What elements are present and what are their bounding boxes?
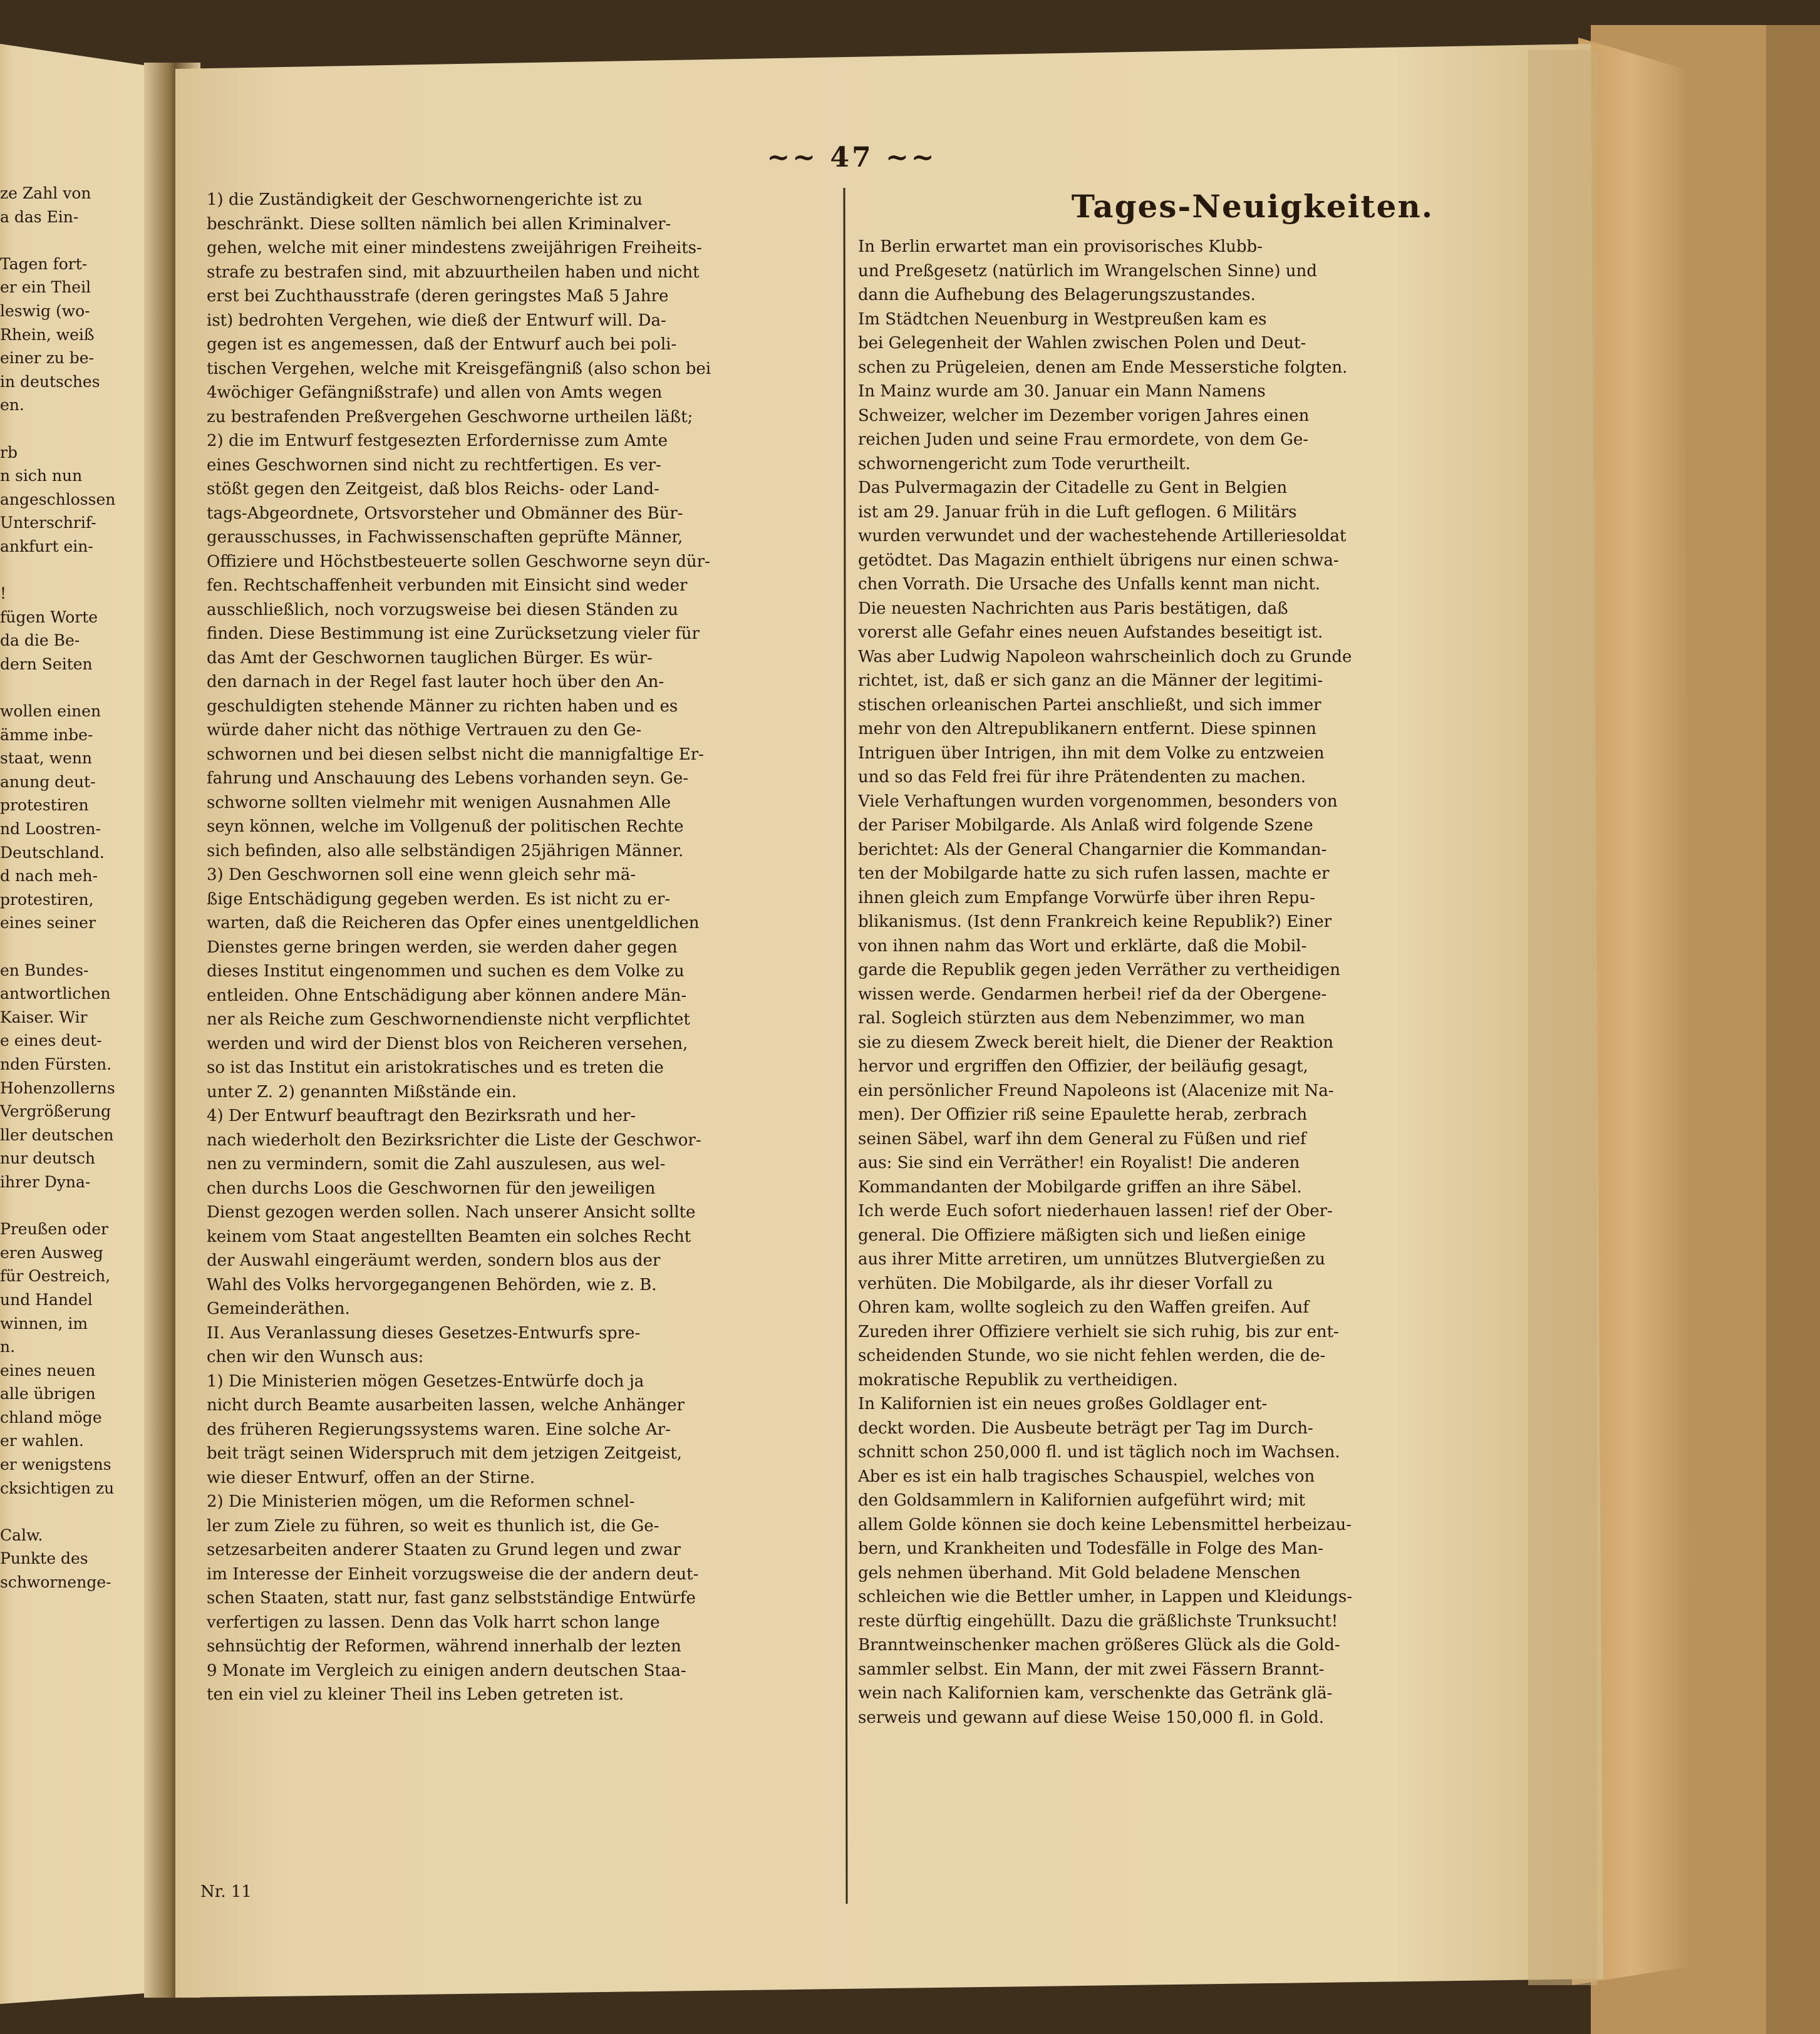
left-page-column: [0, 182, 160, 1885]
main-column-line: schworne sollten vielmehr mit wenigen Ausnahmen Alle: [207, 793, 671, 812]
left-column-line: ämme inbe-: [0, 725, 93, 744]
news-column-line: Ohren kam, wollte sogleich zu den Waffen greifen. Auf: [858, 1298, 1309, 1317]
news-column-line: und so das Feld frei für ihre Prätendenten zu machen.: [858, 768, 1306, 787]
news-column-line: garde die Republik gegen jeden Verräther zu vertheidigen: [858, 961, 1340, 979]
news-column-line: Branntweinschenker machen größeres Glück als die Gold-: [858, 1636, 1340, 1655]
main-column-line: beit trägt seinen Widerspruch mit dem jetzigen Zeitgeist,: [207, 1444, 682, 1463]
news-column-line: Aber es ist ein halb tragisches Schauspiel, welches von: [858, 1467, 1315, 1486]
main-column-line: gehen, welche mit einer mindestens zweijährigen Freiheits-: [207, 239, 702, 257]
main-column-line: finden. Diese Bestimmung ist eine Zurücksetzung vieler für: [207, 624, 700, 643]
news-column-line: chen Vorrath. Die Ursache des Unfalls kennt man nicht.: [858, 575, 1321, 594]
news-column-line: Was aber Ludwig Napoleon wahrscheinlich doch zu Grunde: [858, 647, 1352, 666]
news-column-line: Intriguen über Intrigen, ihn mit dem Volke zu entzweien: [858, 743, 1325, 763]
left-column-line: n.: [0, 1338, 16, 1356]
news-column-line: Ich werde Euch sofort niederhauen lassen! rief der Ober-: [858, 1202, 1333, 1221]
left-column-line: leswig (wo-: [0, 301, 90, 320]
main-column-line: 2) die im Entwurf festgesezten Erfordernisse zum Amte: [207, 431, 668, 450]
left-column-line: ankfurt ein-: [0, 537, 93, 555]
main-column-line: nach wiederholt den Bezirksrichter die Liste der Geschwor-: [207, 1130, 701, 1150]
news-column-line: men). Der Offizier riß seine Epaulette herab, zerbrach: [858, 1105, 1308, 1124]
news-column-line: hervor und ergriffen den Offizier, der beiläufig gesagt,: [858, 1057, 1308, 1076]
news-column-line: stischen orleanischen Partei anschließt, und sich immer: [858, 695, 1321, 715]
main-column-line: 1) Die Ministerien mögen Gesetzes-Entwürfe doch ja: [207, 1371, 644, 1391]
main-column-line: Dienst gezogen werden sollen. Nach unserer Ansicht sollte: [207, 1203, 696, 1222]
left-column-line: er wenigstens: [0, 1455, 111, 1474]
news-column-line: bei Gelegenheit der Wahlen zwischen Polen und Deut-: [858, 334, 1306, 353]
main-column-line: ßige Entschädigung gegeben werden. Es ist nicht zu er-: [207, 889, 671, 909]
main-column-line: tischen Vergehen, welche mit Kreisgefängniß (also schon bei: [207, 359, 711, 378]
news-column-line: In Mainz wurde am 30. Januar ein Mann Namens: [858, 382, 1266, 401]
news-column-line: dann die Aufhebung des Belagerungszustandes.: [858, 286, 1256, 304]
news-column-line: sammler selbst. Ein Mann, der mit zwei Fässern Brannt-: [858, 1660, 1325, 1679]
main-column-line: 2) Die Ministerien mögen, um die Reformen schnel-: [207, 1492, 635, 1511]
left-column-line: ihrer Dyna-: [0, 1172, 91, 1191]
left-column-line: [0, 1500, 160, 1524]
news-column-line: berichtet: Als der General Changarnier die Kommandan-: [858, 840, 1327, 859]
news-column-line: schen zu Prügeleien, denen am Ende Messerstiche folgten.: [858, 358, 1348, 377]
main-column-line: ner als Reiche zum Geschwornendienste nicht verpflichtet: [207, 1010, 690, 1029]
news-column-line: blikanismus. (Ist denn Frankreich keine Republik?) Einer: [858, 912, 1332, 931]
left-column-line: Punkte des: [0, 1549, 88, 1568]
footer-mark: Nr. 11: [200, 1882, 252, 1901]
main-column-line: nicht durch Beamte ausarbeiten lassen, welche Anhänger: [207, 1396, 685, 1415]
left-column-line: Calw.: [0, 1526, 43, 1544]
left-column-line: fügen Worte: [0, 607, 98, 626]
news-column-line: general. Die Offiziere mäßigten sich und ließen einige: [858, 1226, 1306, 1245]
news-column-line: seinen Säbel, warf ihn dem General zu Füßen und rief: [858, 1129, 1306, 1149]
news-column-line: ist am 29. Januar früh in die Luft geflogen. 6 Militärs: [858, 502, 1297, 522]
news-column-line: Das Pulvermagazin der Citadelle zu Gent in Belgien: [858, 478, 1288, 497]
main-column-line: gegen ist es angemessen, daß der Entwurf auch bei poli-: [207, 335, 677, 354]
left-column-line: ze Zahl von: [0, 184, 91, 202]
left-column-line: eines seiner: [0, 914, 96, 932]
main-column-line: strafe zu bestrafen sind, mit abzuurtheilen haben und nicht: [207, 262, 700, 282]
main-column-line: keinem vom Staat angestellten Beamten ein solches Recht: [207, 1227, 691, 1246]
right-page-edge-shadow: [1528, 50, 1597, 1985]
main-text-column: [207, 188, 820, 1891]
left-column-line: !: [0, 584, 7, 603]
news-column-line: schleichen wie die Bettler umher, in Lappen und Kleidungs-: [858, 1587, 1353, 1606]
news-column-line: Kommandanten der Mobilgarde griffen an ihre Säbel.: [858, 1177, 1302, 1197]
main-column-line: wie dieser Entwurf, offen an der Stirne.: [207, 1468, 535, 1487]
main-column-line: seyn können, welche im Vollgenuß der politischen Rechte: [207, 817, 684, 836]
main-column-line: werden und wird der Dienst blos von Reicheren versehen,: [207, 1034, 688, 1053]
news-column-line: Zureden ihrer Offiziere verhielt sie sich ruhig, bis zur ent-: [858, 1322, 1339, 1341]
news-column-line: Die neuesten Nachrichten aus Paris bestätigen, daß: [858, 599, 1288, 618]
main-column-line: zu bestrafenden Preßvergehen Geschworne urtheilen läßt;: [207, 407, 693, 426]
main-column-line: Dienstes gerne bringen werden, sie werden daher gegen: [207, 937, 678, 957]
left-column-line: alle übrigen: [0, 1385, 96, 1403]
left-column-line: für Oestreich,: [0, 1267, 111, 1286]
main-column-line: stößt gegen den Zeitgeist, daß blos Reichs- oder Land-: [207, 480, 659, 498]
folio-ornament-right: ~~: [885, 142, 937, 173]
left-column-line: [0, 559, 160, 582]
main-column-line: ten ein viel zu kleiner Theil ins Leben getreten ist.: [207, 1685, 624, 1704]
main-column-line: warten, daß die Reicheren das Opfer eines unentgeldlichen: [207, 914, 700, 932]
main-column-line: entleiden. Ohne Entschädigung aber können andere Män-: [207, 986, 687, 1005]
left-column-line: [0, 417, 160, 441]
news-column-line: gels nehmen überhand. Mit Gold beladene Menschen: [858, 1563, 1301, 1582]
news-column-line: wein nach Kalifornien kam, verschenkte das Getränk glä-: [858, 1684, 1333, 1703]
left-column-line: er wahlen.: [0, 1432, 84, 1450]
main-column-line: 4) Der Entwurf beauftragt den Bezirksrath und her-: [207, 1107, 636, 1125]
left-column-line: Preußen oder: [0, 1220, 109, 1239]
news-column-line: schnitt schon 250,000 fl. und ist täglich noch im Wachsen.: [858, 1443, 1340, 1462]
left-column-line: und Handel: [0, 1290, 93, 1309]
left-column-line: nur deutsch: [0, 1149, 95, 1168]
news-column-line: deckt worden. Die Ausbeute beträgt per Tag im Durch-: [858, 1418, 1313, 1438]
main-column-line: chen durchs Loos die Geschwornen für den jeweiligen: [207, 1179, 656, 1198]
left-column-line: dern Seiten: [0, 654, 93, 673]
main-column-line: so ist das Institut ein aristokratisches und es treten die: [207, 1058, 664, 1077]
main-column-line: 3) Den Geschwornen soll eine wenn gleich sehr mä-: [207, 865, 636, 884]
left-column-line: Unterschrif-: [0, 514, 96, 532]
news-column-line: Im Städtchen Neuenburg in Westpreußen kam es: [858, 309, 1267, 329]
main-column-line: 1) die Zuständigkeit der Geschwornengerichte ist zu: [207, 190, 643, 209]
news-column-line: richtet, ist, daß er sich ganz an die Männer der legitimi-: [858, 671, 1323, 690]
news-column-line: In Berlin erwartet man ein provisorisches Klubb-: [858, 237, 1263, 256]
news-column-line: und Preßgesetz (natürlich im Wrangelschen Sinne) und: [858, 261, 1317, 281]
page-number: 47: [830, 142, 874, 173]
main-column-line: der Auswahl eingeräumt werden, sondern blos aus der: [207, 1251, 661, 1270]
main-column-line: 4wöchiger Gefängnißstrafe) und allen von Amts wegen: [207, 383, 663, 402]
main-column-line: beschränkt. Diese sollten nämlich bei allen Kriminalver-: [207, 214, 671, 234]
left-column-line: protestiren: [0, 796, 89, 815]
left-column-line: [0, 676, 160, 700]
main-column-line: schwornen und bei diesen selbst nicht die mannigfaltige Er-: [207, 745, 704, 764]
left-column-line: Hohenzollerns: [0, 1078, 115, 1097]
left-column-line: anung deut-: [0, 772, 96, 791]
news-column-line: mehr von den Altrepublikanern entfernt. Diese spinnen: [858, 720, 1316, 738]
left-column-line: Tagen fort-: [0, 254, 88, 273]
left-column-line: ller deutschen: [0, 1125, 114, 1144]
news-column-line: bern, und Krankheiten und Todesfälle in Folge des Man-: [858, 1539, 1323, 1558]
main-column-line: schen Staaten, statt nur, fast ganz selbstständige Entwürfe: [207, 1589, 696, 1608]
news-column-line: Schweizer, welcher im Dezember vorigen Jahres einen: [858, 406, 1310, 425]
left-column-line: Kaiser. Wir: [0, 1008, 88, 1026]
left-column-line: schwornenge-: [0, 1573, 111, 1592]
main-column-line: fahrung und Anschauung des Lebens vorhanden seyn. Ge-: [207, 769, 689, 788]
folio-ornament-left: ~~: [767, 142, 819, 173]
left-column-line: rb: [0, 443, 18, 462]
left-column-line: staat, wenn: [0, 749, 93, 768]
left-column-line: chland möge: [0, 1408, 102, 1427]
news-column-line: getödtet. Das Magazin enthielt übrigens nur einen schwa-: [858, 550, 1339, 570]
main-column-line: setzesarbeiten anderer Staaten zu Grund legen und zwar: [207, 1541, 681, 1559]
main-column-line: chen wir den Wunsch aus:: [207, 1348, 424, 1366]
page-folio: [733, 142, 971, 173]
main-column-line: unter Z. 2) genannten Mißstände ein.: [207, 1082, 517, 1102]
news-column-line: vorerst alle Gefahr eines neuen Aufstandes beseitigt ist.: [858, 623, 1323, 642]
news-column-line: schwornengericht zum Tode verurtheilt.: [858, 454, 1191, 473]
left-column-line: wollen einen: [0, 702, 101, 721]
left-column-line: [0, 229, 160, 252]
left-column-line: d nach meh-: [0, 867, 98, 885]
news-column-line: mokratische Republik zu vertheidigen.: [858, 1370, 1178, 1390]
left-column-line: angeschlossen: [0, 490, 116, 508]
left-column-line: da die Be-: [0, 631, 80, 650]
left-column-line: Deutschland.: [0, 843, 105, 862]
news-column-line: verhüten. Die Mobilgarde, als ihr dieser Vorfall zu: [858, 1274, 1273, 1293]
left-column-line: Vergrößerung: [0, 1102, 111, 1121]
left-column-line: en.: [0, 396, 24, 415]
left-column-line: e eines deut-: [0, 1031, 102, 1050]
left-column-line: in deutsches: [0, 372, 100, 391]
main-column-line: würde daher nicht das nöthige Vertrauen zu den Ge-: [207, 721, 642, 740]
left-column-line: en Bundes-: [0, 961, 89, 979]
left-column-line: winnen, im: [0, 1314, 88, 1333]
left-column-line: eines neuen: [0, 1361, 96, 1380]
left-column-line: einer zu be-: [0, 349, 95, 368]
news-column-line: wissen werde. Gendarmen herbei! rief da der Obergene-: [858, 984, 1327, 1004]
main-column-line: verfertigen zu lassen. Denn das Volk harrt schon lange: [207, 1613, 660, 1632]
left-column-line: [0, 1194, 160, 1218]
main-column-line: Gemeinderäthen.: [207, 1299, 350, 1318]
left-column-line: n sich nun: [0, 467, 83, 485]
left-column-line: antwortlichen: [0, 984, 111, 1003]
news-column-line: In Kalifornien ist ein neues großes Goldlager ent-: [858, 1395, 1268, 1413]
news-column-line: den Goldsammlern in Kalifornien aufgeführt wird; mit: [858, 1491, 1305, 1510]
news-column-line: aus: Sie sind ein Verräther! ein Royalist! Die anderen: [858, 1154, 1300, 1172]
main-column-line: geschuldigten stehende Männer zu richten haben und es: [207, 696, 678, 716]
left-column-line: protestiren,: [0, 890, 94, 909]
news-column-line: ral. Sogleich stürzten aus dem Nebenzimmer, wo man: [858, 1009, 1305, 1028]
main-column-line: II. Aus Veranlassung dieses Gesetzes-Entwurfs spre-: [207, 1323, 641, 1343]
main-column-line: im Interesse der Einheit vorzugsweise die der andern deut-: [207, 1564, 699, 1584]
news-column-line: sie zu diesem Zweck bereit hielt, die Diener der Reaktion: [858, 1033, 1334, 1052]
cover-board-shade: [1766, 25, 1820, 2034]
left-column-line: Rhein, weiß: [0, 325, 95, 344]
news-heading: Tages-Neuigkeiten.: [1071, 188, 1434, 225]
news-column-line: von ihnen nahm das Wort und erklärte, daß die Mobil-: [858, 936, 1307, 956]
left-column-line: nd Loostren-: [0, 820, 101, 839]
main-column-line: des früheren Regierungssystems waren. Eine solche Ar-: [207, 1420, 671, 1439]
main-column-line: den darnach in der Regel fast lauter hoch über den An-: [207, 673, 664, 691]
main-column-line: erst bei Zuchthausstrafe (deren geringstes Maß 5 Jahre: [207, 287, 669, 306]
left-column-line: a das Ein-: [0, 207, 79, 226]
left-column-line: er ein Theil: [0, 278, 91, 297]
main-column-line: gerausschusses, in Fachwissenschaften geprüfte Männer,: [207, 528, 683, 547]
news-column-line: Viele Verhaftungen wurden vorgenommen, besonders von: [858, 792, 1338, 811]
main-column-line: das Amt der Geschwornen tauglichen Bürger. Es wür-: [207, 648, 653, 668]
main-column-line: dieses Institut eingenommen und suchen es dem Volke zu: [207, 962, 685, 981]
news-column-line: reste dürftig eingehüllt. Dazu die gräßlichste Trunksucht!: [858, 1611, 1338, 1631]
main-column-line: ler zum Ziele zu führen, so weit es thunlich ist, die Ge-: [207, 1516, 659, 1536]
news-column-line: reichen Juden und seine Frau ermordete, von dem Ge-: [858, 430, 1309, 449]
main-column-line: fen. Rechtschaffenheit verbunden mit Einsicht sind weder: [207, 576, 688, 595]
main-column-line: tags-Abgeordnete, Ortsvorsteher und Obmänner des Bür-: [207, 503, 683, 523]
main-column-line: nen zu vermindern, somit die Zahl auszulesen, aus wel-: [207, 1155, 666, 1174]
left-column-line: cksichtigen zu: [0, 1479, 115, 1497]
news-column-line: aus ihrer Mitte arretiren, um unnützes Blutvergießen zu: [858, 1250, 1325, 1269]
main-column-line: sehnsüchtig der Reformen, während innerhalb der lezten: [207, 1637, 681, 1656]
main-column-line: ist) bedrohten Vergehen, wie dieß der Entwurf will. Da-: [207, 311, 666, 330]
main-column-line: sich befinden, also alle selbständigen 25jährigen Männer.: [207, 841, 684, 860]
news-column-line: wurden verwundet und der wachestehende Artilleriesoldat: [858, 527, 1347, 545]
news-column-line: ein persönlicher Freund Napoleons ist (Alacenize mit Na-: [858, 1081, 1334, 1100]
left-column-line: eren Ausweg: [0, 1243, 103, 1262]
news-column-line: scheidenden Stunde, wo sie nicht fehlen werden, die de-: [858, 1346, 1326, 1365]
news-column-line: ten der Mobilgarde hatte zu sich rufen lassen, machte er: [858, 864, 1330, 883]
news-column-line: serweis und gewann auf diese Weise 150,000 fl. in Gold.: [858, 1708, 1325, 1727]
news-column-line: allem Golde können sie doch keine Lebensmittel herbeizau-: [858, 1515, 1352, 1534]
left-column-line: nden Fürsten.: [0, 1055, 112, 1073]
news-column-line: der Pariser Mobilgarde. Als Anlaß wird folgende Szene: [858, 816, 1313, 835]
main-column-line: Wahl des Volks hervorgegangenen Behörden, wie z. B.: [207, 1275, 657, 1294]
main-column-line: Offiziere und Höchstbesteuerte sollen Geschworne seyn dür-: [207, 552, 710, 571]
news-column: [858, 235, 1491, 1901]
main-column-line: 9 Monate im Vergleich zu einigen andern deutschen Staa-: [207, 1661, 686, 1680]
main-column-line: eines Geschwornen sind nicht zu rechtfertigen. Es ver-: [207, 455, 661, 475]
main-column-line: ausschließlich, noch vorzugsweise bei diesen Ständen zu: [207, 600, 678, 619]
news-column-line: ihnen gleich zum Empfange Vorwürfe über ihren Repu-: [858, 888, 1315, 907]
left-column-line: [0, 935, 160, 959]
